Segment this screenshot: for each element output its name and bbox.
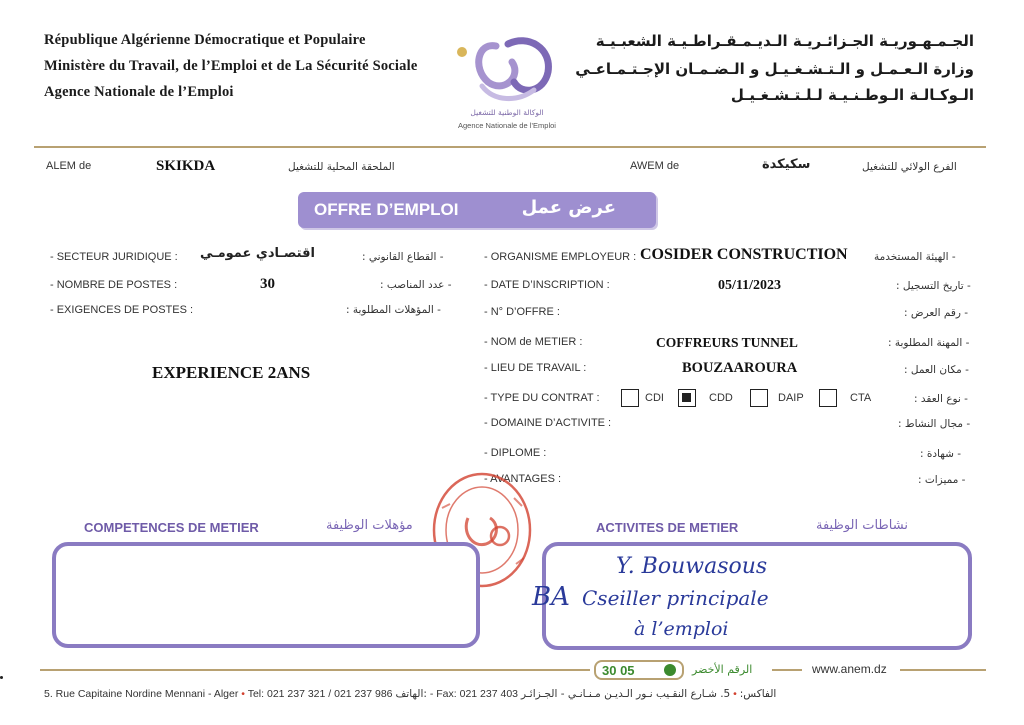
- banner-title-fr: OFFRE D’EMPLOI: [314, 200, 459, 219]
- handwritten-subtitle: à l’emploi: [634, 618, 729, 640]
- green-number-box: [594, 660, 684, 680]
- metier-label: - NOM de METIER :: [484, 336, 583, 348]
- exigences-ar-label: - المؤهلات المطلوبة :: [346, 304, 441, 316]
- handwritten-name: Y. Bouwasous: [616, 554, 768, 579]
- competences-title: COMPETENCES DE METIER: [84, 520, 259, 535]
- activites-ar-title: نشاطات الوظيفة: [816, 518, 908, 533]
- domaine-label: - DOMAINE D’ACTIVITE :: [484, 417, 612, 429]
- header-fr-agency: Agence Nationale de l’Emploi: [44, 84, 234, 100]
- awem-value: سكيكدة: [762, 157, 811, 172]
- domaine-ar-label: - مجال النشاط :: [898, 418, 971, 430]
- activites-panel[interactable]: [532, 542, 972, 650]
- offre-ar-label: - رقم العرض :: [904, 307, 969, 319]
- address-fr: 5. Rue Capitaine Nordine Mennani - Alger: [44, 688, 239, 700]
- exigences-label: - EXIGENCES DE POSTES :: [50, 304, 194, 316]
- lieu-label: - LIEU DE TRAVAIL :: [484, 362, 587, 374]
- alem-ar-label: الملحقة المحلية للتشغيل: [288, 161, 395, 173]
- organisme-value: COSIDER CONSTRUCTION: [640, 246, 848, 263]
- postes-label: - NOMBRE DE POSTES :: [50, 279, 178, 291]
- header-ar-republic: الجـمـهـوريـة الجـزائـريـة الـديـمـقـراطـيـة الشعبـيـة: [595, 32, 974, 50]
- logo-ar-text: الوكالة الوطنية للتشغيل: [470, 108, 544, 117]
- cdd-checkbox[interactable]: [678, 389, 696, 407]
- daip-label: DAIP: [778, 392, 804, 404]
- competences-ar-title: مؤهلات الوظيفة: [326, 518, 413, 533]
- metier-ar-label: - المهنة المطلوبة :: [888, 337, 970, 349]
- secteur-label: - SECTEUR JURIDIQUE :: [50, 251, 178, 263]
- cta-checkbox[interactable]: [819, 389, 837, 407]
- green-number-value: 30 05: [602, 663, 635, 678]
- contrat-label: - TYPE DU CONTRAT :: [484, 392, 600, 404]
- activites-title: ACTIVITES DE METIER: [596, 520, 739, 535]
- cdi-label: CDI: [645, 392, 664, 404]
- cdd-label: CDD: [709, 392, 733, 404]
- awem-ar-label: الفرع الولائي للتشغيل: [862, 161, 957, 173]
- footer-line-right: [900, 669, 986, 671]
- contrat-ar-label: - نوع العقد :: [914, 393, 968, 405]
- awem-label: AWEM de: [630, 160, 680, 172]
- avantages-label: - AVANTAGES :: [484, 473, 562, 485]
- alem-value: SKIKDA: [156, 158, 216, 174]
- address-fax-ar: الفاكس:: [739, 688, 777, 700]
- organisme-ar-label: - الهيئة المستخدمة: [874, 251, 956, 263]
- competences-panel[interactable]: [52, 542, 480, 648]
- exigences-value: EXPERIENCE 2ANS: [152, 363, 311, 382]
- anem-logo: [448, 28, 566, 138]
- header-ar-agency: الـوكـالـة الـوطـنـيـة لـلـتـشـغـيـل: [730, 86, 974, 104]
- banner-title-ar: عرض عمل: [521, 197, 616, 218]
- address-tel-ar: الهاتف:: [395, 688, 427, 700]
- secteur-value: اقتصـادي عمومـي: [200, 246, 315, 261]
- organisme-label: - ORGANISME EMPLOYEUR :: [484, 251, 637, 263]
- scan-speck: [0, 676, 3, 679]
- header-ar-ministry: وزارة الـعـمـل و الـتـشـغـيـل و الـضـمـان الإجـتـمـاعـي: [575, 60, 974, 78]
- address-tel: Tel: 021 237 321 / 021 237 986: [247, 688, 393, 700]
- cdi-checkbox[interactable]: [621, 389, 639, 407]
- daip-checkbox[interactable]: [750, 389, 768, 407]
- address-ar: 5. شـارع النقـيب نـور الـديـن مـنـانـي - الجـزائـر: [520, 688, 731, 700]
- metier-value: COFFREURS TUNNEL: [656, 335, 798, 350]
- avantages-ar-label: - مميزات :: [918, 474, 966, 486]
- postes-value: 30: [260, 276, 275, 292]
- footer-address: 5. Rue Capitaine Nordine Mennani - Alger • Tel: 021 237 321 / 021 237 986 الهاتف: - Fax: 021 237 403 الفاكس: • 5. شـارع النقـيب نـور الـديـن مـنـانـي - الجـزائـر: [44, 688, 777, 700]
- offer-banner: [298, 192, 656, 228]
- date-label: - DATE D’INSCRIPTION :: [484, 279, 610, 291]
- secteur-ar-label: - القطاع القانوني :: [362, 251, 444, 263]
- lieu-ar-label: - مكان العمل :: [904, 364, 969, 376]
- footer-line-mid: [772, 669, 802, 671]
- cta-label: CTA: [850, 392, 872, 404]
- diplome-label: - DIPLOME :: [484, 447, 547, 459]
- handwritten-initials: BA: [532, 582, 570, 612]
- logo-fr-text: Agence Nationale de l’Emploi: [458, 121, 556, 130]
- website-link[interactable]: www.anem.dz: [812, 662, 887, 676]
- date-ar-label: - تاريخ التسجيل :: [896, 280, 971, 292]
- phone-icon: [664, 664, 676, 676]
- address-fax: - Fax: 021 237 403: [429, 688, 519, 700]
- handwritten-title: Cseiller principale: [582, 586, 769, 610]
- postes-ar-label: - عدد المناصب :: [380, 279, 452, 291]
- anem-logo-icon: [448, 28, 566, 108]
- offre-label: - N° D’OFFRE :: [484, 306, 560, 318]
- alem-label: ALEM de: [46, 160, 92, 172]
- footer-line-left: [40, 669, 590, 671]
- header-fr-republic: République Algérienne Démocratique et Populaire: [44, 32, 366, 48]
- lieu-value: BOUZAAROURA: [682, 360, 798, 376]
- header-divider: [34, 146, 986, 148]
- header-fr-ministry: Ministère du Travail, de l’Emploi et de La Sécurité Sociale: [44, 58, 418, 74]
- green-number-label: الرقم الأخضر: [692, 663, 753, 676]
- date-value: 05/11/2023: [718, 278, 782, 293]
- diplome-ar-label: - شهادة :: [920, 448, 962, 460]
